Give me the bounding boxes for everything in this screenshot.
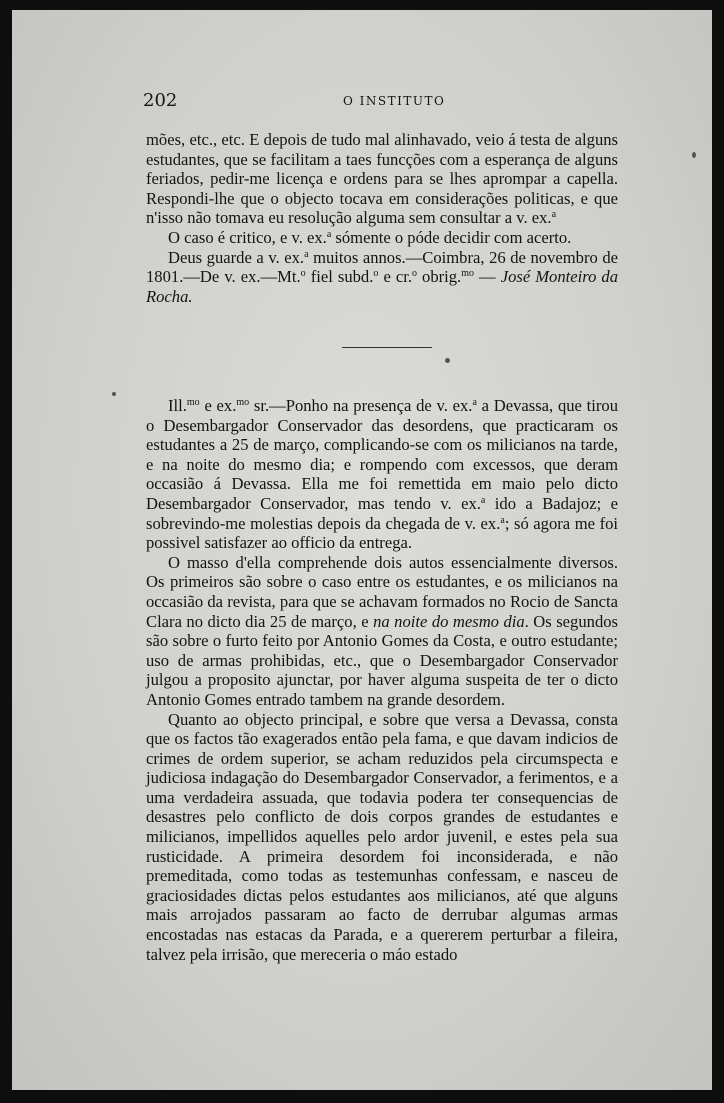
page-header: [143, 90, 613, 114]
letter-one-paragraph-1: mões, etc., etc. E depois de tudo mal alinhavado, veio á testa de alguns estudantes, que se facilitam a taes funcções com a esperança de alguns feriados, pedir-me licença e ordens para se lhes aprompar a capella. Respondi-lhe que o objecto tocava em considerações politicas, e que n'isso não tomava eu resolução alguma sem consultar a v. ex.$^a$: [146, 130, 618, 228]
scan-speck: [692, 152, 696, 158]
letter-two: [146, 396, 618, 964]
letter-two-paragraph-3: Quanto ao objecto principal, e sobre que versa a Devassa, consta que os factos tão exagerados então pela fama, e que davam indicios de crimes de ordem superior, se acham reduzidos pela circumspecta e judiciosa indagação do Desembargador Conservador, a ferimentos, e a uma verdadeira assuada, que todavia podera ter consequencias de desastres pelo conflicto de dois corpos grandes de estudantes e milicianos, impellidos aquelles pelo ardor juvenil, e estes pela sua rusticidade. A primeira desordem foi inconsiderada, e não premeditada, como todas as testemunhas confessam, e nasceu de graciosidades dictas pelos estudantes aos milicianos, até que alguns mais arrojados passaram ao facto de derrubar algumas armas encostadas nas estacas da Parada, e a quererem perturbar a fileira, talvez pela irrisão, que mereceria o máo estado: [146, 709, 618, 964]
page-number: 202: [143, 90, 178, 111]
scan-speck: [112, 392, 116, 396]
signature: José Monteiro da Rocha.: [146, 267, 619, 306]
section-divider: [342, 347, 432, 348]
letter-one-paragraph-2: O caso é critico, e v. ex.$^a$ sómente o póde decidir com acerto.: [168, 227, 572, 247]
letter-two-paragraph-2: O masso d'ella comprehende dois autos essencialmente diversos. Os primeiros são sobre o caso entre os estudantes, e os milicianos na occasião da revista, para que se achavam formados no Rocio de Sancta Clara no dicto dia 25 de março, e na noite do mesmo dia. Os segundos são sobre o furto feito por Antonio Gomes da Costa, e outro estudante; uso de armas prohibidas, etc., que o Desembargador Conservador julgou a proposito ajunctar, por haver alguma suspeita de ter o dicto Antonio Gomes entrado tambem na grande desordem.: [146, 552, 618, 709]
letter-two-paragraph-1: Ill.$^{mo}$ e ex.$^{mo}$ sr.—Ponho na presença de v. ex.$^a$ a Devassa, que tirou o Desembargador Conservador das desordens, que practicaram os estudantes a 25 de março, complicando-se com os milicianos na tarde, e na noite do mesmo dia; e rompendo com excessos, que deram occasião á Devassa. Ella me foi remettida em maio pelo dicto Desembargador Conservador, mas tendo v. ex.$^a$ ido a Badajoz; e sobrevindo-me molestias depois da chegada de v. ex.$^a$; só agora me foi possivel satisfazer ao officio da entrega.: [146, 396, 618, 553]
letter-one-closing: Deus guarde a v. ex.$^a$ muitos annos.—Coimbra, 26 de novembro de 1801.—De v. ex.—Mt.$^o$ fiel subd.$^o$ e cr.$^o$ obrig.$^{mo}$ — José Monteiro da Rocha.: [146, 247, 619, 306]
book-page: [12, 10, 712, 1090]
scan-speck: [445, 358, 450, 363]
letter-one: [146, 130, 618, 306]
running-title: O INSTITUTO: [343, 94, 446, 108]
italic-phrase: na noite do mesmo dia: [373, 611, 525, 631]
